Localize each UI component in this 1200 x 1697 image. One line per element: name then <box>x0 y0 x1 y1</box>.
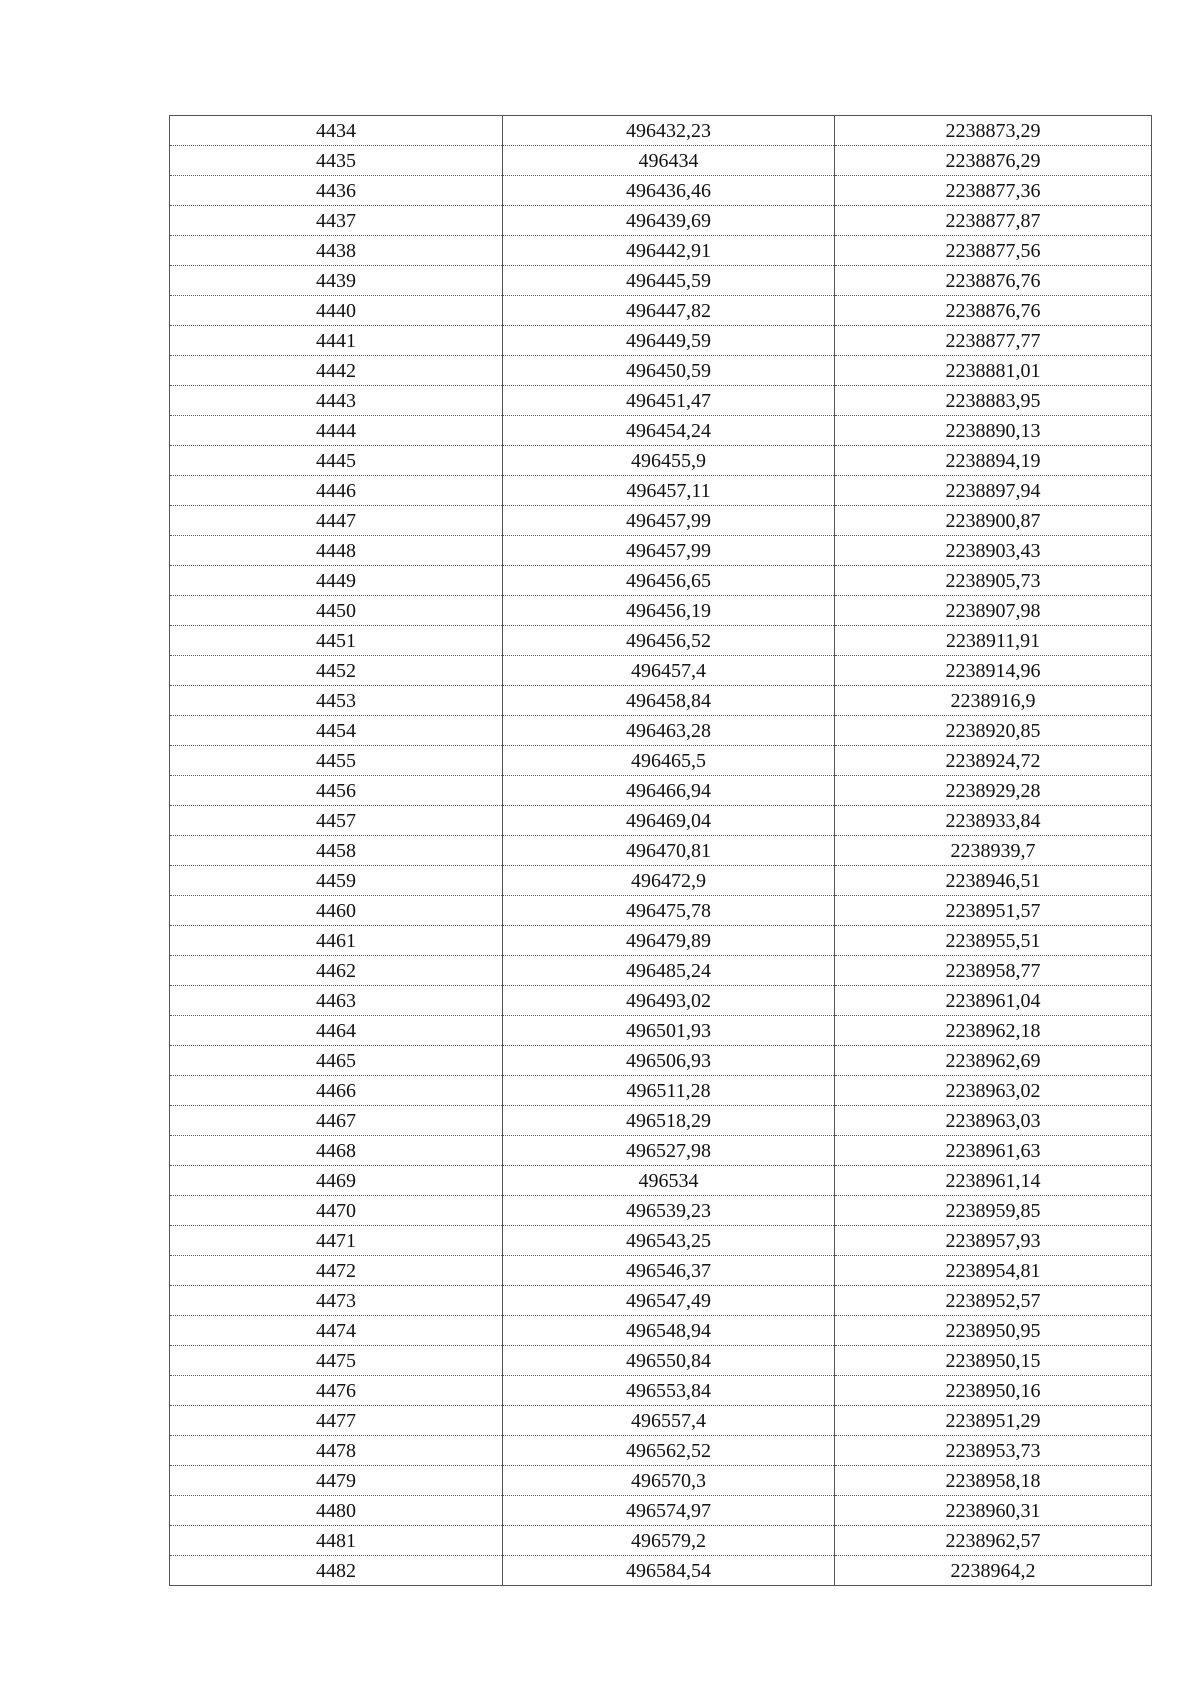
y-coordinate-cell: 2238958,77 <box>835 956 1152 986</box>
x-coordinate-cell: 496501,93 <box>503 1016 835 1046</box>
y-coordinate-cell: 2238900,87 <box>835 506 1152 536</box>
point-number-cell: 4451 <box>170 626 503 656</box>
table-row <box>170 416 1152 446</box>
x-coordinate-cell: 496548,94 <box>503 1316 835 1346</box>
table-row <box>170 1016 1152 1046</box>
point-number-cell: 4479 <box>170 1466 503 1496</box>
table-body <box>170 116 1152 1586</box>
x-coordinate-cell: 496457,99 <box>503 536 835 566</box>
point-number-cell: 4452 <box>170 656 503 686</box>
y-coordinate-cell: 2238897,94 <box>835 476 1152 506</box>
y-coordinate-cell: 2238952,57 <box>835 1286 1152 1316</box>
x-coordinate-cell: 496493,02 <box>503 986 835 1016</box>
table-row <box>170 806 1152 836</box>
table-row <box>170 176 1152 206</box>
x-coordinate-cell: 496475,78 <box>503 896 835 926</box>
y-coordinate-cell: 2238962,18 <box>835 1016 1152 1046</box>
y-coordinate-cell: 2238881,01 <box>835 356 1152 386</box>
x-coordinate-cell: 496455,9 <box>503 446 835 476</box>
table-row <box>170 1316 1152 1346</box>
coordinates-table <box>169 115 1152 1586</box>
y-coordinate-cell: 2238950,16 <box>835 1376 1152 1406</box>
y-coordinate-cell: 2238963,02 <box>835 1076 1152 1106</box>
x-coordinate-cell: 496547,49 <box>503 1286 835 1316</box>
x-coordinate-cell: 496543,25 <box>503 1226 835 1256</box>
y-coordinate-cell: 2238890,13 <box>835 416 1152 446</box>
y-coordinate-cell: 2238873,29 <box>835 116 1152 146</box>
table-row <box>170 746 1152 776</box>
table-row <box>170 626 1152 656</box>
table-row <box>170 1166 1152 1196</box>
table-row <box>170 326 1152 356</box>
y-coordinate-cell: 2238959,85 <box>835 1196 1152 1226</box>
point-number-cell: 4480 <box>170 1496 503 1526</box>
x-coordinate-cell: 496456,19 <box>503 596 835 626</box>
point-number-cell: 4462 <box>170 956 503 986</box>
table-row <box>170 716 1152 746</box>
table-row <box>170 596 1152 626</box>
point-number-cell: 4482 <box>170 1556 503 1586</box>
x-coordinate-cell: 496485,24 <box>503 956 835 986</box>
point-number-cell: 4439 <box>170 266 503 296</box>
point-number-cell: 4459 <box>170 866 503 896</box>
point-number-cell: 4458 <box>170 836 503 866</box>
table-row <box>170 536 1152 566</box>
table-row <box>170 206 1152 236</box>
x-coordinate-cell: 496472,9 <box>503 866 835 896</box>
table-row <box>170 386 1152 416</box>
x-coordinate-cell: 496470,81 <box>503 836 835 866</box>
y-coordinate-cell: 2238876,76 <box>835 296 1152 326</box>
point-number-cell: 4461 <box>170 926 503 956</box>
table-row <box>170 356 1152 386</box>
x-coordinate-cell: 496456,52 <box>503 626 835 656</box>
y-coordinate-cell: 2238961,63 <box>835 1136 1152 1166</box>
table-row <box>170 986 1152 1016</box>
y-coordinate-cell: 2238916,9 <box>835 686 1152 716</box>
table-row <box>170 296 1152 326</box>
y-coordinate-cell: 2238954,81 <box>835 1256 1152 1286</box>
table-row <box>170 776 1152 806</box>
y-coordinate-cell: 2238960,31 <box>835 1496 1152 1526</box>
table-row <box>170 1436 1152 1466</box>
y-coordinate-cell: 2238929,28 <box>835 776 1152 806</box>
table-row <box>170 116 1152 146</box>
x-coordinate-cell: 496534 <box>503 1166 835 1196</box>
x-coordinate-cell: 496436,46 <box>503 176 835 206</box>
x-coordinate-cell: 496442,91 <box>503 236 835 266</box>
table-row <box>170 506 1152 536</box>
table-row <box>170 656 1152 686</box>
point-number-cell: 4444 <box>170 416 503 446</box>
table-row <box>170 1076 1152 1106</box>
x-coordinate-cell: 496439,69 <box>503 206 835 236</box>
point-number-cell: 4460 <box>170 896 503 926</box>
table-row <box>170 476 1152 506</box>
point-number-cell: 4455 <box>170 746 503 776</box>
y-coordinate-cell: 2238907,98 <box>835 596 1152 626</box>
y-coordinate-cell: 2238877,36 <box>835 176 1152 206</box>
point-number-cell: 4472 <box>170 1256 503 1286</box>
y-coordinate-cell: 2238963,03 <box>835 1106 1152 1136</box>
y-coordinate-cell: 2238920,85 <box>835 716 1152 746</box>
point-number-cell: 4450 <box>170 596 503 626</box>
table-row <box>170 1556 1152 1586</box>
table-row <box>170 1196 1152 1226</box>
point-number-cell: 4447 <box>170 506 503 536</box>
y-coordinate-cell: 2238961,04 <box>835 986 1152 1016</box>
x-coordinate-cell: 496447,82 <box>503 296 835 326</box>
y-coordinate-cell: 2238951,57 <box>835 896 1152 926</box>
y-coordinate-cell: 2238933,84 <box>835 806 1152 836</box>
y-coordinate-cell: 2238958,18 <box>835 1466 1152 1496</box>
table-row <box>170 1496 1152 1526</box>
point-number-cell: 4464 <box>170 1016 503 1046</box>
x-coordinate-cell: 496457,99 <box>503 506 835 536</box>
y-coordinate-cell: 2238905,73 <box>835 566 1152 596</box>
table-row <box>170 566 1152 596</box>
point-number-cell: 4477 <box>170 1406 503 1436</box>
point-number-cell: 4463 <box>170 986 503 1016</box>
y-coordinate-cell: 2238955,51 <box>835 926 1152 956</box>
x-coordinate-cell: 496574,97 <box>503 1496 835 1526</box>
point-number-cell: 4456 <box>170 776 503 806</box>
x-coordinate-cell: 496506,93 <box>503 1046 835 1076</box>
x-coordinate-cell: 496445,59 <box>503 266 835 296</box>
point-number-cell: 4445 <box>170 446 503 476</box>
table-row <box>170 1346 1152 1376</box>
y-coordinate-cell: 2238877,56 <box>835 236 1152 266</box>
x-coordinate-cell: 496454,24 <box>503 416 835 446</box>
y-coordinate-cell: 2238950,95 <box>835 1316 1152 1346</box>
point-number-cell: 4474 <box>170 1316 503 1346</box>
point-number-cell: 4448 <box>170 536 503 566</box>
point-number-cell: 4453 <box>170 686 503 716</box>
x-coordinate-cell: 496465,5 <box>503 746 835 776</box>
point-number-cell: 4468 <box>170 1136 503 1166</box>
point-number-cell: 4475 <box>170 1346 503 1376</box>
x-coordinate-cell: 496457,11 <box>503 476 835 506</box>
table-row <box>170 1526 1152 1556</box>
x-coordinate-cell: 496546,37 <box>503 1256 835 1286</box>
table-row <box>170 896 1152 926</box>
point-number-cell: 4478 <box>170 1436 503 1466</box>
x-coordinate-cell: 496550,84 <box>503 1346 835 1376</box>
point-number-cell: 4469 <box>170 1166 503 1196</box>
x-coordinate-cell: 496553,84 <box>503 1376 835 1406</box>
point-number-cell: 4471 <box>170 1226 503 1256</box>
y-coordinate-cell: 2238939,7 <box>835 836 1152 866</box>
x-coordinate-cell: 496434 <box>503 146 835 176</box>
y-coordinate-cell: 2238883,95 <box>835 386 1152 416</box>
x-coordinate-cell: 496518,29 <box>503 1106 835 1136</box>
x-coordinate-cell: 496539,23 <box>503 1196 835 1226</box>
table-row <box>170 866 1152 896</box>
y-coordinate-cell: 2238953,73 <box>835 1436 1152 1466</box>
x-coordinate-cell: 496451,47 <box>503 386 835 416</box>
table-row <box>170 1136 1152 1166</box>
table-row <box>170 926 1152 956</box>
point-number-cell: 4443 <box>170 386 503 416</box>
x-coordinate-cell: 496456,65 <box>503 566 835 596</box>
table-row <box>170 1406 1152 1436</box>
y-coordinate-cell: 2238962,69 <box>835 1046 1152 1076</box>
point-number-cell: 4481 <box>170 1526 503 1556</box>
y-coordinate-cell: 2238950,15 <box>835 1346 1152 1376</box>
y-coordinate-cell: 2238961,14 <box>835 1166 1152 1196</box>
x-coordinate-cell: 496469,04 <box>503 806 835 836</box>
y-coordinate-cell: 2238962,57 <box>835 1526 1152 1556</box>
point-number-cell: 4434 <box>170 116 503 146</box>
table-row <box>170 146 1152 176</box>
point-number-cell: 4476 <box>170 1376 503 1406</box>
table-row <box>170 956 1152 986</box>
y-coordinate-cell: 2238924,72 <box>835 746 1152 776</box>
y-coordinate-cell: 2238876,76 <box>835 266 1152 296</box>
x-coordinate-cell: 496466,94 <box>503 776 835 806</box>
x-coordinate-cell: 496450,59 <box>503 356 835 386</box>
x-coordinate-cell: 496458,84 <box>503 686 835 716</box>
table-row <box>170 1256 1152 1286</box>
y-coordinate-cell: 2238894,19 <box>835 446 1152 476</box>
y-coordinate-cell: 2238951,29 <box>835 1406 1152 1436</box>
table-row <box>170 266 1152 296</box>
y-coordinate-cell: 2238903,43 <box>835 536 1152 566</box>
table-row <box>170 236 1152 266</box>
x-coordinate-cell: 496449,59 <box>503 326 835 356</box>
y-coordinate-cell: 2238876,29 <box>835 146 1152 176</box>
point-number-cell: 4470 <box>170 1196 503 1226</box>
x-coordinate-cell: 496570,3 <box>503 1466 835 1496</box>
point-number-cell: 4438 <box>170 236 503 266</box>
table-row <box>170 446 1152 476</box>
y-coordinate-cell: 2238957,93 <box>835 1226 1152 1256</box>
point-number-cell: 4467 <box>170 1106 503 1136</box>
y-coordinate-cell: 2238946,51 <box>835 866 1152 896</box>
point-number-cell: 4440 <box>170 296 503 326</box>
x-coordinate-cell: 496432,23 <box>503 116 835 146</box>
point-number-cell: 4454 <box>170 716 503 746</box>
point-number-cell: 4457 <box>170 806 503 836</box>
table-row <box>170 1046 1152 1076</box>
y-coordinate-cell: 2238911,91 <box>835 626 1152 656</box>
point-number-cell: 4436 <box>170 176 503 206</box>
point-number-cell: 4466 <box>170 1076 503 1106</box>
point-number-cell: 4465 <box>170 1046 503 1076</box>
point-number-cell: 4441 <box>170 326 503 356</box>
x-coordinate-cell: 496579,2 <box>503 1526 835 1556</box>
point-number-cell: 4435 <box>170 146 503 176</box>
point-number-cell: 4442 <box>170 356 503 386</box>
x-coordinate-cell: 496457,4 <box>503 656 835 686</box>
x-coordinate-cell: 496562,52 <box>503 1436 835 1466</box>
y-coordinate-cell: 2238914,96 <box>835 656 1152 686</box>
y-coordinate-cell: 2238964,2 <box>835 1556 1152 1586</box>
point-number-cell: 4473 <box>170 1286 503 1316</box>
table-row <box>170 836 1152 866</box>
table-row <box>170 1466 1152 1496</box>
table-row <box>170 1286 1152 1316</box>
table-row <box>170 1376 1152 1406</box>
x-coordinate-cell: 496557,4 <box>503 1406 835 1436</box>
x-coordinate-cell: 496511,28 <box>503 1076 835 1106</box>
point-number-cell: 4449 <box>170 566 503 596</box>
x-coordinate-cell: 496527,98 <box>503 1136 835 1166</box>
table-row <box>170 686 1152 716</box>
table-row <box>170 1106 1152 1136</box>
y-coordinate-cell: 2238877,87 <box>835 206 1152 236</box>
x-coordinate-cell: 496479,89 <box>503 926 835 956</box>
y-coordinate-cell: 2238877,77 <box>835 326 1152 356</box>
x-coordinate-cell: 496584,54 <box>503 1556 835 1586</box>
point-number-cell: 4446 <box>170 476 503 506</box>
x-coordinate-cell: 496463,28 <box>503 716 835 746</box>
table-row <box>170 1226 1152 1256</box>
point-number-cell: 4437 <box>170 206 503 236</box>
